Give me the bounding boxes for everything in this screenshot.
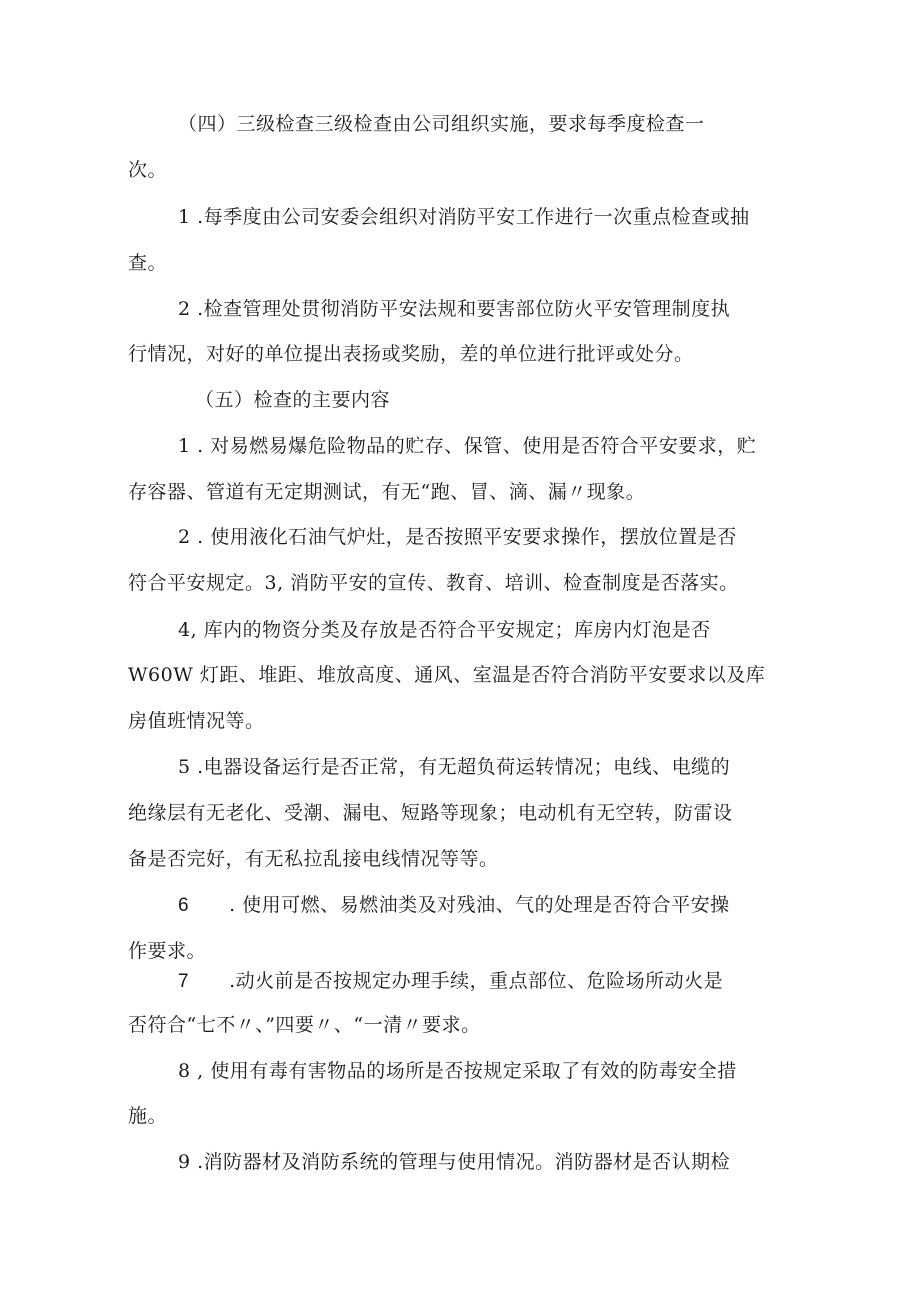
- paragraph-line: 存容器、管道有无定期测试，有无“跑、冒、滴、漏〃现象。: [128, 481, 646, 503]
- paragraph-line: 9 .消防器材及消防系统的管理与使用情况。消防器材是否认期检: [178, 1151, 731, 1173]
- section-heading: （五）检查的主要内容: [195, 389, 391, 411]
- paragraph-line: 查。: [128, 252, 168, 274]
- paragraph-line: 2 .检查管理处贯彻消防平安法规和要害部位防火平安管理制度执: [178, 298, 731, 320]
- item-text: . 使用可燃、易燃油类及对残油、气的处理是否符合平安操: [229, 894, 730, 916]
- paragraph-line: [178, 969, 723, 994]
- paragraph-line: 次。: [128, 159, 168, 181]
- paragraph-line: （四）三级检查三级检查由公司组织实施，要求每季度检查一: [178, 113, 705, 135]
- paragraph-line: 8 , 使用有毒有害物品的场所是否按规定采取了有效的防毒安全措: [178, 1060, 737, 1082]
- paragraph-line: 施。: [128, 1105, 168, 1127]
- paragraph-line: 1 . 对易燃易爆危险物品的贮存、保管、使用是否符合平安要求，贮: [178, 435, 757, 457]
- item-number: 7: [178, 971, 190, 992]
- paragraph-line: 绝缘层有无老化、受潮、漏电、短路等现象；电动机有无空转，防雷设: [128, 802, 733, 824]
- item-text: .动火前是否按规定办理手续，重点部位、危险场所动火是: [229, 970, 724, 992]
- paragraph-line: 备是否完好，有无私拉乱接电线情况等等。: [128, 848, 499, 870]
- paragraph-line: 行情况，对好的单位提出表扬或奖励，差的单位进行批评或处分。: [128, 343, 694, 365]
- paragraph-line: 2 . 使用液化石油气炉灶，是否按照平安要求操作，摆放位置是否: [178, 526, 737, 548]
- paragraph-line: 1 .每季度由公司安委会组织对消防平安工作进行一次重点检查或抽: [178, 206, 750, 228]
- paragraph-line: 否符合“七不〃、”四要〃、“一清〃要求。: [128, 1014, 481, 1036]
- paragraph-line: 房值班情况等。: [128, 710, 265, 732]
- paragraph-line: 4, 库内的物资分类及存放是否符合平安规定；库房内灯泡是否: [178, 619, 711, 641]
- paragraph-line: W60W 灯距、堆距、堆放高度、通风、室温是否符合消防平安要求以及库: [128, 664, 766, 686]
- paragraph-line: 符合平安规定。3, 消防平安的宣传、教育、培训、检查制度是否落实。: [128, 572, 739, 594]
- paragraph-line: [178, 893, 730, 918]
- paragraph-line: 作要求。: [128, 940, 207, 962]
- item-number: 6: [178, 895, 190, 916]
- paragraph-line: 5 .电器设备运行是否正常，有无超负荷运转情况；电线、电缆的: [178, 756, 731, 778]
